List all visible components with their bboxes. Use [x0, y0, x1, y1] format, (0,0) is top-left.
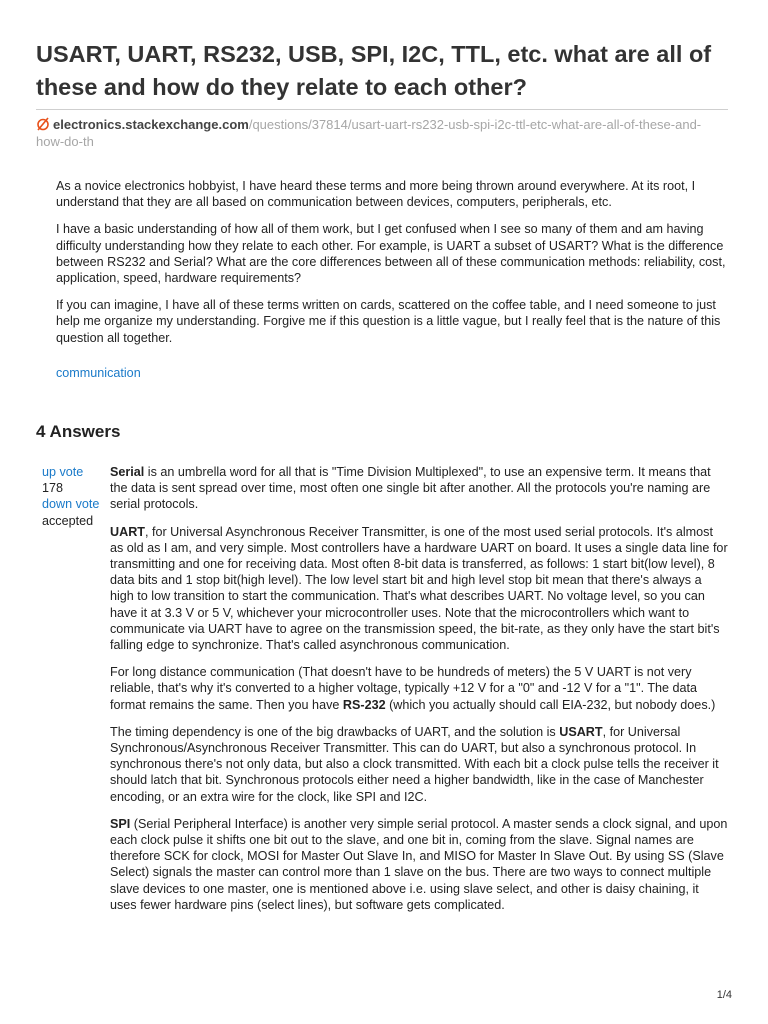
question-paragraph: I have a basic understanding of how all of them work, but I get confused when I see so many of them and am having difficulty understanding how they relate to each other. For example, is UART a subset of USART? What is the difference between RS232 and Serial? What are the core differences between all of these communication methods: reliability, cost, application, speed, hardware requirements? [56, 222, 726, 286]
question-paragraph: If you can imagine, I have all of these terms written on cards, scattered on the coffee table, and I need someone to just help me organize my understanding. Forgive me if this question is a little vague, but I really feel that is the nature of this question all together. [56, 298, 721, 345]
answer-text: The timing dependency is one of the big drawbacks of UART, and the solution is [110, 724, 560, 739]
term-spi: SPI [110, 816, 131, 831]
answer-paragraph [110, 464, 728, 513]
term-rs232: RS-232 [342, 697, 386, 712]
answer-text: , for Universal Synchronous/Asynchronous Receiver Transmitter. This can do UART, but also a synchronous protocol. In synchronous there's not only data, but also a clock transmitted. With each bit a clock pulse tells the receiver it should latch that bit. Synchronous protocols either need a higher bandwidth, like in the case of Manchester encoding, or an extra wire for the clock, like SPI and I2C. [110, 724, 719, 804]
source-domain[interactable]: electronics.stackexchange.com [53, 117, 249, 132]
up-vote-link[interactable]: up vote [42, 465, 84, 479]
source-url[interactable] [36, 116, 728, 150]
answer-paragraph [110, 524, 728, 654]
answer-text: (which you actually should call EIA-232, but nobody does.) [385, 697, 716, 712]
vote-panel [42, 464, 102, 529]
question-tag[interactable]: communication [56, 365, 141, 380]
question-paragraph: As a novice electronics hobbyist, I have heard these terms and more being thrown around everywhere. At its root, I understand that they are all based on communication between devices, computers, peripherals, etc. [56, 179, 696, 210]
answers-heading: 4 Answers [36, 422, 121, 441]
answer-paragraph [110, 724, 728, 805]
term-usart: USART [559, 724, 603, 739]
answer-text: , for Universal Asynchronous Receiver Transmitter, is one of the most used serial protocols. It's almost as old as I am, and very simple. Most controllers have a hardware UART on board. It uses a single data line for transmitting and one for receiving data. Most often 8-bit data is transferred, as follows: 1 start bit(low level), 8 data bits and 1 stop bit(high level). The low level start bit and high level stop bit mean that there's always a high to low transition to start the communication. That's what describes UART. No voltage level, so you can have it at 3.3 V or 5 V, whichever your microcontroller uses. Note that the microcontrollers which want to communicate via UART have to agree on the transmission speed, the bit-rate, as they only have the start bit's falling edge to synchronize. That's called asynchronous communication. [110, 524, 728, 653]
answer-text: is an umbrella word for all that is "Time Division Multiplexed", to use an expensive term. It means that the data is sent spread over time, most often one single bit after another. All the protocols you're naming are serial protocols. [110, 465, 711, 512]
title-divider [36, 109, 728, 110]
page-title: USART, UART, RS232, USB, SPI, I2C, TTL, etc. what are all of these and how do they relate to each other? [36, 41, 712, 100]
answer-paragraph [110, 664, 728, 713]
term-serial: Serial [110, 465, 145, 479]
source-path[interactable]: /questions/37814/usart-uart-rs232-usb-spi-i2c-ttl-etc-what-are-all-of-these-and-how-do-th [36, 117, 702, 149]
vote-count: 178 [42, 481, 64, 496]
term-uart: UART [110, 524, 145, 539]
answer-paragraph [110, 816, 728, 913]
answer-text: For long distance communication (That doesn't have to be hundreds of meters) the 5 V UART is not very reliable, that's why it's converted to a higher voltage, typically +12 V for a "0" and -12 V for a "1". The data format remains the same. Then you have [110, 665, 698, 712]
accepted-label: accepted [42, 513, 94, 528]
question-body [56, 178, 728, 381]
down-vote-link[interactable]: down vote [42, 497, 100, 512]
stackexchange-logo-icon [36, 117, 50, 131]
page-number: 1/4 [716, 989, 732, 1001]
answer-body [110, 464, 728, 924]
answer-text: (Serial Peripheral Interface) is another very simple serial protocol. A master sends a clock signal, and upon each clock pulse it shifts one bit out to the slave, and one bit in, coming from the slave. Signal names are therefore SCK for clock, MOSI for Master Out Slave In, and MISO for Master In Slave Out. By using SS (Slave Select) signals the master can control more than 1 slave on the bus. There are two ways to connect multiple slave devices to one master, one is mentioned above i.e. using slave select, and other is daisy chaining, it uses fewer hardware pins (select lines), but software gets complicated. [110, 816, 728, 912]
